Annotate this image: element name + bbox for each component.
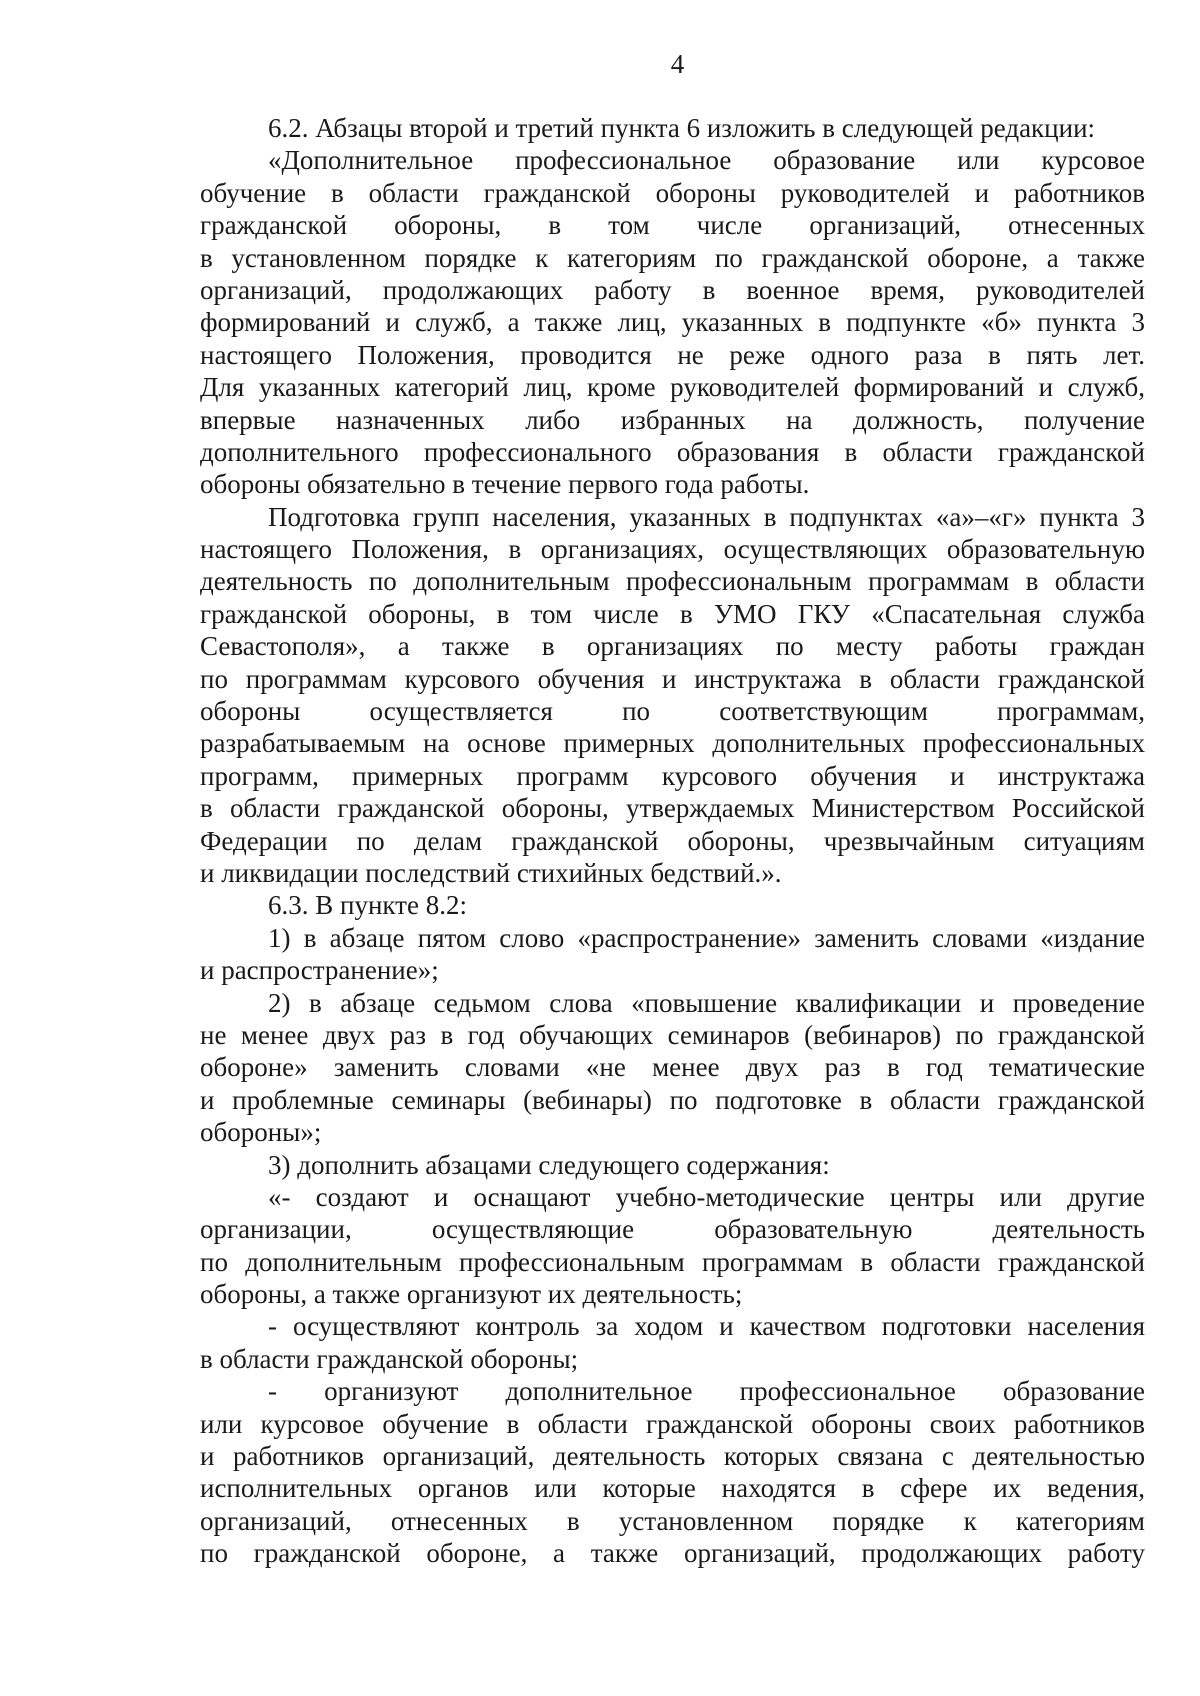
text-line: 3) дополнить абзацами следующего содержания: [268,1149,830,1180]
paragraph [200,1149,1145,1181]
text-line: и работников организаций, деятельность которых связана с деятельностью [200,1441,1145,1472]
text-line: 1) в абзаце пятом слово «распространение» заменить словами «издание [268,922,1145,953]
text-line: и распространение»; [200,955,439,986]
paragraph [200,112,1145,144]
text-line: организации, осуществляющие образовательную деятельность [200,1214,1145,1245]
text-line: дополнительного профессионального образования в области гражданской [200,436,1145,467]
paragraph [200,889,1145,921]
text-line: обороны обязательно в течение первого года работы. [200,469,810,500]
text-line: гражданской обороны, в том числе организаций, отнесенных [200,210,1145,241]
text-line: деятельность по дополнительным профессиональным программам в области [200,566,1145,597]
text-line: Севастополя», а также в организациях по месту работы граждан [200,631,1145,662]
paragraph [200,1375,1145,1569]
paragraph [200,922,1145,987]
text-line: обороны»; [200,1117,322,1148]
text-line: 2) в абзаце седьмом слова «повышение квалификации и проведение [268,987,1145,1018]
text-line: 6.3. В пункте 8.2: [268,890,467,921]
text-line: разрабатываемым на основе примерных дополнительных профессиональных [200,728,1145,759]
text-line: формирований и служб, а также лиц, указанных в подпункте «б» пункта 3 [200,307,1145,338]
text-line: - организуют дополнительное профессиональное образование [268,1376,1145,1407]
document-body [200,112,1145,1570]
text-line: организаций, продолжающих работу в военное время, руководителей [200,274,1145,305]
paragraph [200,1181,1145,1311]
text-line: или курсовое обучение в области гражданской обороны своих работников [200,1408,1145,1439]
text-line: обучение в области гражданской обороны руководителей и работников [200,177,1145,208]
text-line: в области гражданской обороны; [200,1343,579,1374]
text-line: по программам курсового обучения и инструктажа в области гражданской [200,663,1145,694]
text-line: «Дополнительное профессиональное образование или курсовое [268,145,1145,176]
text-line: настоящего Положения, проводится не реже одного раза в пять лет. [200,339,1145,370]
text-line: не менее двух раз в год обучающих семинаров (вебинаров) по гражданской [200,1019,1145,1050]
text-line: обороне» заменить словами «не менее двух раз в год тематические [200,1052,1145,1083]
text-line: организаций, отнесенных в установленном порядке к категориям [200,1505,1145,1536]
paragraph [200,1310,1145,1375]
text-line: исполнительных органов или которые находятся в сфере их ведения, [200,1473,1145,1504]
paragraph [200,987,1145,1149]
text-line: обороны, а также организуют их деятельность; [200,1279,743,1310]
text-line: - осуществляют контроль за ходом и качеством подготовки населения [268,1311,1145,1342]
paragraph [200,501,1145,890]
text-line: впервые назначенных либо избранных на должность, получение [200,404,1145,435]
text-line: и проблемные семинары (вебинары) по подготовке в области гражданской [200,1084,1145,1115]
text-line: Подготовка групп населения, указанных в подпунктах «а»–«г» пункта 3 [268,501,1145,532]
text-line: и ликвидации последствий стихийных бедствий.». [200,857,782,888]
text-line: по гражданской обороне, а также организаций, продолжающих работу [200,1538,1145,1569]
text-line: гражданской обороны, в том числе в УМО ГКУ «Спасательная служба [200,598,1145,629]
text-line: Для указанных категорий лиц, кроме руководителей формирований и служб, [200,372,1145,403]
text-line: обороны осуществляется по соответствующим программам, [200,696,1145,727]
text-line: 6.2. Абзацы второй и третий пункта 6 изложить в следующей редакции: [268,113,1096,143]
text-line: по дополнительным профессиональным программам в области гражданской [200,1246,1145,1277]
text-line: в области гражданской обороны, утверждаемых Министерством Российской [200,793,1145,824]
text-line: «- создают и оснащают учебно-методические центры или другие [268,1181,1145,1212]
text-line: программ, примерных программ курсового обучения и инструктажа [200,760,1145,791]
text-line: настоящего Положения, в организациях, осуществляющих образовательную [200,534,1145,565]
text-line: в установленном порядке к категориям по гражданской обороне, а также [200,242,1145,273]
page-number: 4 [670,49,685,79]
paragraph [200,144,1145,500]
text-line: Федерации по делам гражданской обороны, чрезвычайным ситуациям [200,825,1145,856]
